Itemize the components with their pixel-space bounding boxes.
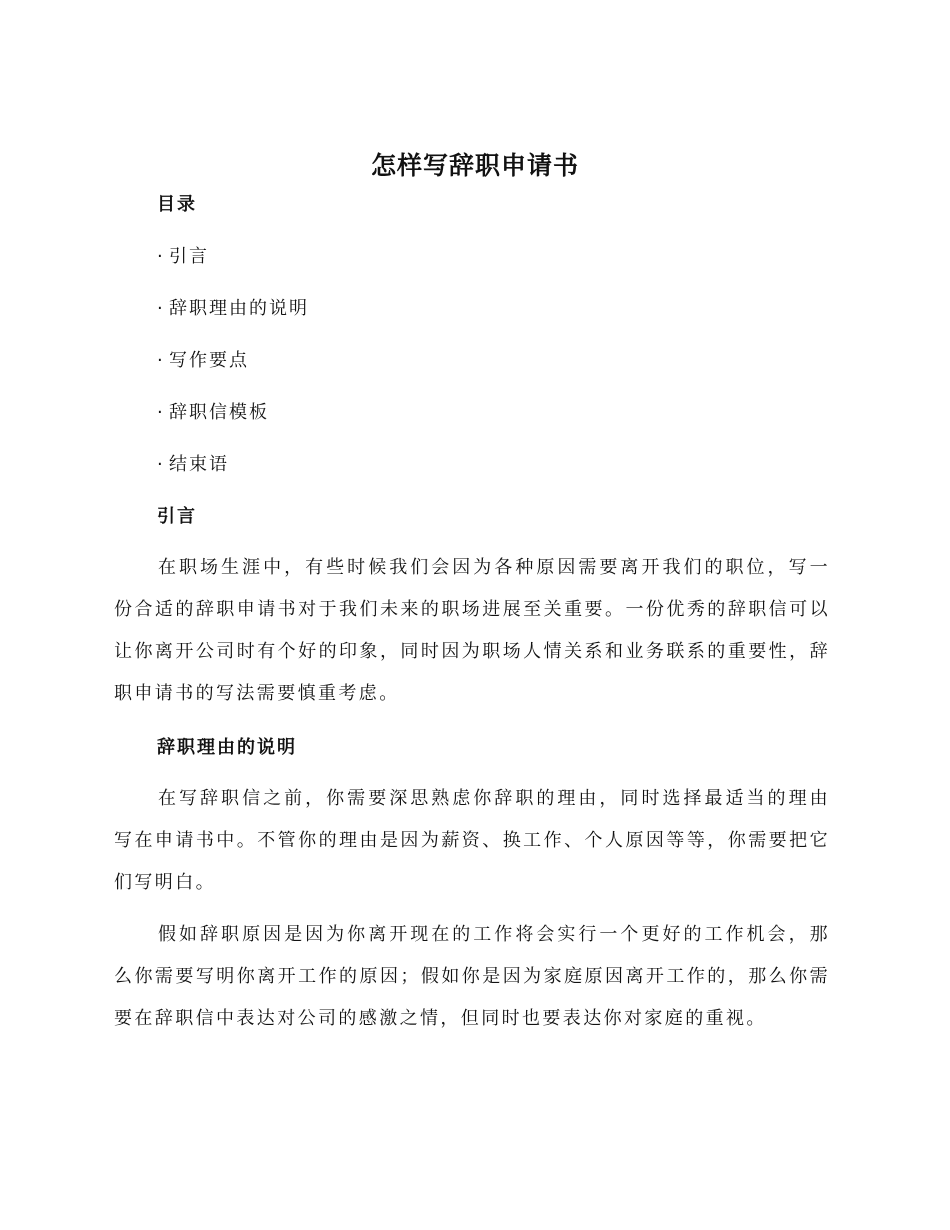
paragraph-reasons-1: 在写辞职信之前，你需要深思熟虑你辞职的理由，同时选择最适当的理由写在申请书中。不管你的理由是因为薪资、换工作、个人原因等等，你需要把它们写明白。	[114, 788, 830, 893]
document-title: 怎样写辞职申请书	[370, 151, 579, 180]
paragraph-intro: 在职场生涯中，有些时候我们会因为各种原因需要离开我们的职位，写一份合适的辞职申请书对于我们未来的职场进展至关重要。一份优秀的辞职信可以让你离开公司时有个好的印象，同时因为职场人情关系和业务联系的重要性，辞职申请书的写法需要慎重考虑。	[114, 557, 830, 704]
toc-item-label: 写作要点	[169, 350, 249, 371]
paragraph-reasons-2: 假如辞职原因是因为你离开现在的工作将会实行一个更好的工作机会，那么你需要写明你离开工作的原因；假如你是因为家庭原因离开工作的，那么你需要在辞职信中表达对公司的感激之情，但同时也要表达你对家庭的重视。	[114, 924, 830, 1029]
bullet-mark: ·	[157, 454, 165, 475]
toc-item-writing-points	[157, 347, 249, 375]
toc-item-reasons	[157, 295, 309, 323]
toc-item-label: 引言	[169, 246, 209, 267]
bullet-mark: ·	[157, 246, 165, 267]
bullet-mark: ·	[157, 402, 165, 423]
toc-item-intro	[157, 243, 209, 271]
section-heading-intro: 引言	[157, 506, 197, 527]
toc-item-label: 辞职理由的说明	[169, 298, 309, 319]
toc-heading: 目录	[157, 194, 197, 215]
bullet-mark: ·	[157, 350, 165, 371]
section-heading-reasons: 辞职理由的说明	[157, 737, 297, 758]
bullet-mark: ·	[157, 298, 165, 319]
toc-item-label: 辞职信模板	[169, 402, 269, 423]
toc-item-conclusion	[157, 451, 229, 479]
toc-item-template	[157, 399, 269, 427]
toc-item-label: 结束语	[169, 454, 229, 475]
